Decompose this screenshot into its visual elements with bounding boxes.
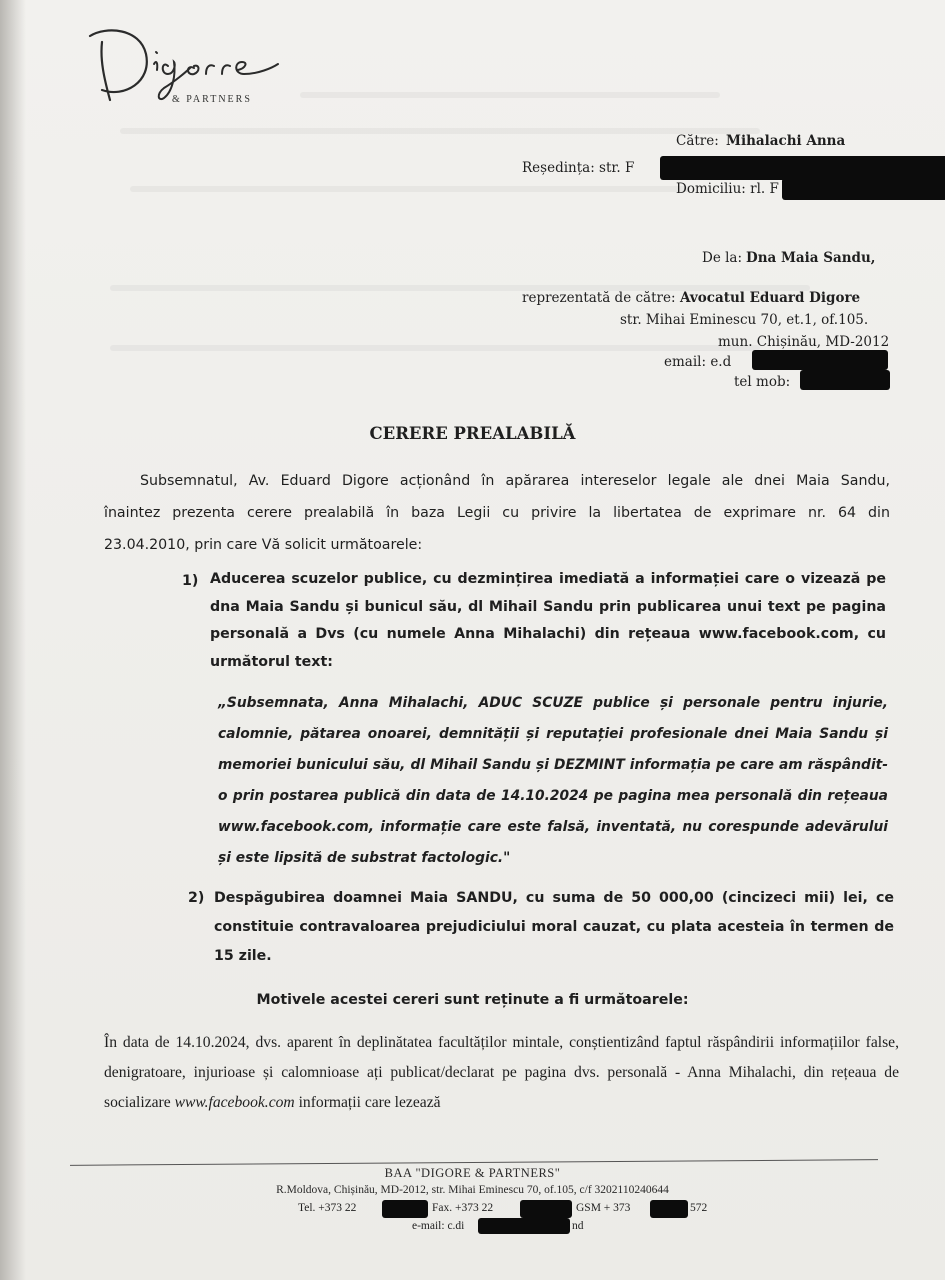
motives-site: www.facebook.com [174,1094,295,1111]
email-label: email: e.d [664,354,732,370]
redaction-box [650,1200,688,1218]
request-number: 1) [182,573,199,589]
redaction-box [520,1200,572,1218]
motives-text: În data de 14.10.2024, dvs. aparent în deplinătatea facultăților mintale, conștientizând faptul răspândirii informațiilor false, denigratoare, injurioase și calomnioase ați publicat/declarat pe pagina dvs. personală - Anna Mihalachi, din rețeaua de socializare [104,1034,899,1111]
logo-subtitle: & PARTNERS [172,94,252,105]
bleed-through [110,345,760,351]
redaction-box [782,178,945,200]
footer-email-tail: nd [572,1220,584,1232]
intro-line-3: 23.04.2010, prin care Vă solicit următoarele: [104,537,423,553]
redaction-box [382,1200,428,1218]
footer-fax: Fax. +373 22 [432,1202,494,1214]
footer-address: R.Moldova, Chișinău, MD-2012, str. Mihai Eminescu 70, of.105, c/f 3202110240644 [276,1184,669,1196]
intro-line-2: înaintez prezenta cerere prealabilă în baza Legii cu privire la libertatea de exprimare nr. 64 din [104,505,890,521]
request-text: Aducerea scuzelor publice, cu dezmințirea imediată a informației care o vizează pe dna Maia Sandu și bunicul său, dl Mihail Sandu prin publicarea unui text pe pagina personală a Dvs (cu numele Anna Mihalachi) din rețeaua www.facebook.com, cu următorul text: [210,571,886,670]
request-text: Despăgubirea doamnei Maia SANDU, cu suma de 50 000,00 (cincizeci mii) lei, ce constituie contravaloarea prejudiciului moral cauzat, cu plata acesteia în termen de 15 zile. [214,890,894,964]
motives-text-end: informații care lezează [294,1094,441,1111]
redaction-box [478,1218,570,1234]
residence-label: Reședința: str. F [522,160,635,176]
page-edge-shadow [0,0,26,1280]
address-line-2: mun. Chișinău, MD-2012 [718,334,890,350]
to-name: Mihalachi Anna [726,133,846,149]
motives-heading: Motivele acestei cereri sunt reținute a fi următoarele: [256,992,689,1008]
redaction-box [660,156,945,180]
representative-label: reprezentată de către: [522,290,676,306]
phone-label: tel mob: [734,374,791,390]
redaction-box [752,350,888,370]
footer-firm: BAA "DIGORE & PARTNERS" [384,1166,561,1180]
intro-line-1: Subsemnatul, Av. Eduard Digore acționând în apărarea intereselor legale ale dnei Maia Sandu, [140,473,890,489]
footer-tel: Tel. +373 22 [298,1202,357,1214]
document-title: CERERE PREALABILĂ [369,424,576,443]
bleed-through [130,186,690,192]
footer-email: e-mail: c.di [412,1220,465,1232]
from-name: Dna Maia Sandu, [746,250,876,266]
footer-divider [70,1159,878,1166]
footer-gsm-tail: 572 [690,1202,708,1214]
request-number: 2) [188,890,205,906]
from-label: De la: [702,250,743,266]
redaction-box [800,370,890,390]
to-label: Către: [676,133,719,149]
motives-paragraph [104,1028,899,1118]
footer-gsm: GSM + 373 [576,1202,631,1214]
bleed-through [300,92,720,98]
address-line-1: str. Mihai Eminescu 70, et.1, of.105. [620,312,869,328]
apology-quote: „Subsemnata, Anna Mihalachi, ADUC SCUZE publice și personale pentru injurie, calomnie, pătarea onoarei, demnității și reputației profesionale dnei Maia Sandu și memoriei bunicului său, dl Mihail Sandu și DEZMINT informația pe care am răspândit-o prin postarea publică din data de 14.10.2024 pe pagina mea personală din rețeaua www.facebook.com, informație care este falsă, inventată, nu corespunde adevărului și este lipsită de substrat factologic." [218,695,888,866]
domicile-label: Domiciliu: rl. F [676,181,779,197]
representative-name: Avocatul Eduard Digore [680,290,861,306]
bleed-through [120,128,760,134]
